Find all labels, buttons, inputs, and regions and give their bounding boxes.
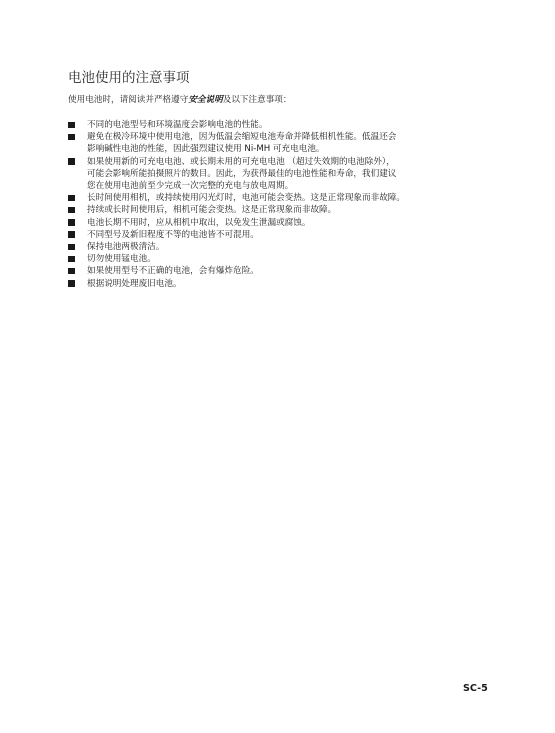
square-bullet-icon bbox=[68, 158, 75, 165]
list-item-line: 切勿使用锰电池。 bbox=[87, 254, 156, 265]
safety-instructions-emphasis: 安全说明 bbox=[188, 95, 223, 105]
list-item-line: 持续或长时间使用后，相机可能会变热。这是正常现象而非故障。 bbox=[87, 205, 337, 216]
page-number: SC-5 bbox=[463, 683, 488, 694]
list-item bbox=[68, 265, 488, 277]
intro-paragraph bbox=[68, 93, 291, 105]
list-item bbox=[68, 253, 488, 265]
intro-text-before: 使用电池时，请阅读并严格遵守 bbox=[68, 95, 189, 105]
square-bullet-icon bbox=[68, 268, 75, 275]
list-item bbox=[68, 204, 488, 216]
square-bullet-icon bbox=[68, 231, 75, 238]
square-bullet-icon bbox=[68, 195, 75, 202]
list-item bbox=[68, 241, 488, 253]
list-item-line: 保持电池两极清洁。 bbox=[87, 242, 165, 253]
square-bullet-icon bbox=[68, 134, 75, 141]
list-item-line: 您在使用电池前至少完成一次完整的充电与放电周期。 bbox=[87, 181, 294, 192]
list-item-line: 根据说明处理废旧电池。 bbox=[87, 278, 182, 289]
list-item bbox=[68, 131, 488, 155]
list-item bbox=[68, 119, 488, 131]
list-item-line: 影响碱性电池的性能，因此强烈建议使用 Ni-MH 可充电电池。 bbox=[87, 144, 325, 155]
list-item bbox=[68, 278, 488, 290]
square-bullet-icon bbox=[68, 280, 75, 287]
list-item-line: 长时间使用相机，或持续使用闪光灯时，电池可能会变热。这是正常现象而非故障。 bbox=[87, 193, 405, 204]
square-bullet-icon bbox=[68, 256, 75, 263]
list-item-line: 电池长期不用时，应从相机中取出，以免发生泄漏或腐蚀。 bbox=[87, 217, 311, 228]
list-item-line: 不同的电池型号和环境温度会影响电池的性能。 bbox=[87, 120, 268, 130]
precaution-list bbox=[68, 119, 488, 290]
list-item bbox=[68, 192, 488, 204]
list-item-line: 可能会影响所能拍摄照片的数目。因此，为获得最佳的电池性能和寿命，我们建议 bbox=[87, 168, 397, 179]
page-title: 电池使用的注意事项 bbox=[68, 70, 190, 86]
square-bullet-icon bbox=[68, 207, 75, 214]
list-item bbox=[68, 156, 488, 193]
intro-text-after: 及以下注意事项： bbox=[222, 95, 292, 105]
list-item-line: 如果使用型号不正确的电池，会有爆炸危险。 bbox=[87, 266, 259, 277]
square-bullet-icon bbox=[68, 219, 75, 226]
list-item-line: 不同型号及新旧程度不等的电池皆不可混用。 bbox=[87, 229, 259, 240]
square-bullet-icon bbox=[68, 244, 75, 251]
list-item-line: 避免在极冷环境中使用电池，因为低温会缩短电池寿命并降低相机性能。低温还会 bbox=[87, 132, 397, 143]
list-item bbox=[68, 229, 488, 241]
square-bullet-icon bbox=[68, 122, 75, 129]
list-item-line: 如果使用新的可充电电池、或长期未用的可充电电池 （超过失效期的电池除外）， bbox=[87, 156, 395, 167]
list-item bbox=[68, 217, 488, 229]
